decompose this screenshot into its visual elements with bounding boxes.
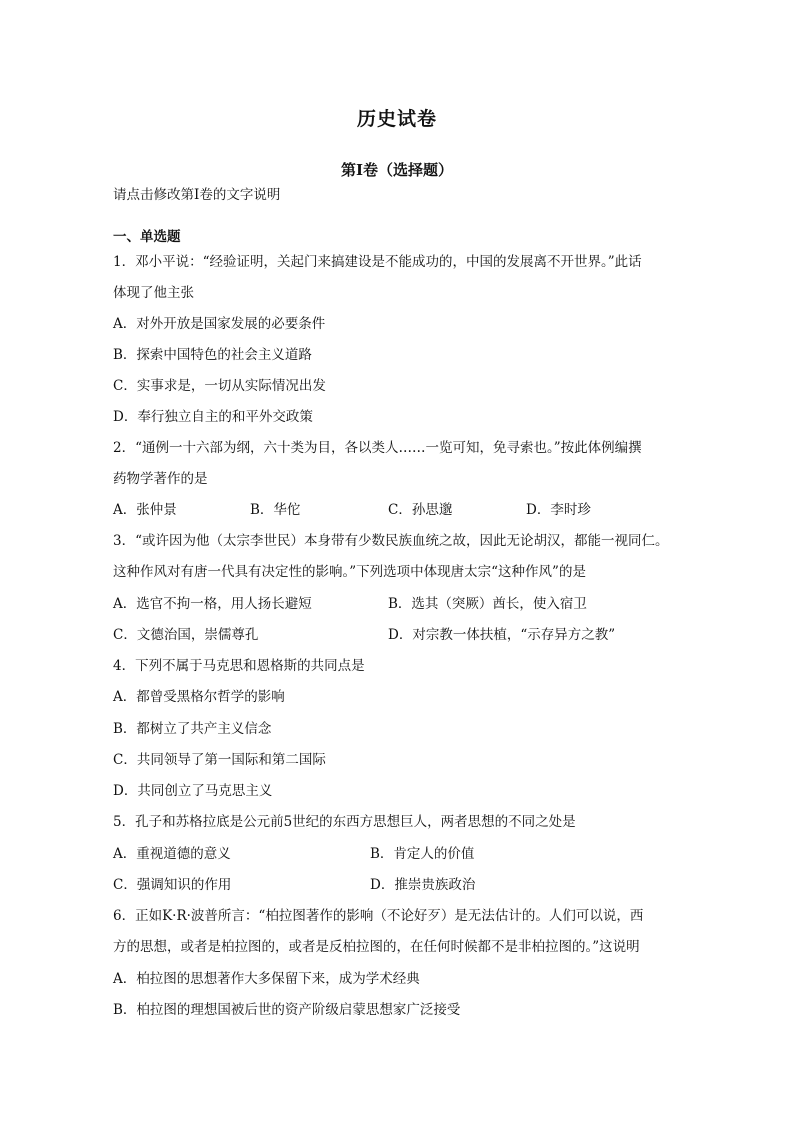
question-5-stem: 5．孔子和苏格拉底是公元前5世纪的东西方思想巨人，两者思想的不同之处是 <box>113 814 576 830</box>
question-1-option-a: A．对外开放是国家发展的必要条件 <box>113 316 326 332</box>
question-2-option-b: B．华佗 <box>250 502 301 518</box>
question-3-option-b: B．选其（突厥）酋长，使入宿卫 <box>388 596 587 612</box>
section-note: 请点击修改第I卷的文字说明 <box>113 187 281 203</box>
question-5-option-a: A．重视道德的意义 <box>113 846 231 862</box>
question-4-option-d: D．共同创立了马克思主义 <box>113 783 273 799</box>
question-2-stem-line-1: 2．“通例一十六部为纲，六十类为目，各以类人……一览可知，免寻索也。”按此体例编撰 <box>113 440 642 456</box>
question-6-option-a: A．柏拉图的思想著作大多保留下来，成为学术经典 <box>113 971 420 987</box>
question-3-option-c: C．文德治国，崇儒尊孔 <box>113 627 259 643</box>
question-1-stem-line-2: 体现了他主张 <box>113 285 194 301</box>
section-title: 第I卷（选择题） <box>340 161 454 179</box>
question-1-stem-line-1: 1．邓小平说：“经验证明，关起门来搞建设是不能成功的，中国的发展离不开世界。”此话 <box>113 254 642 270</box>
question-4-stem: 4．下列不属于马克思和恩格斯的共同点是 <box>113 658 365 674</box>
question-5-option-b: B．肯定人的价值 <box>370 846 475 862</box>
question-5-option-d: D．推崇贵族政治 <box>370 877 476 893</box>
question-2-option-c: C．孙思邈 <box>388 502 453 518</box>
exam-title: 历史试卷 <box>356 108 437 130</box>
question-6-stem-line-2: 方的思想，或者是柏拉图的，或者是反柏拉图的，在任何时候都不是非柏拉图的。”这说明 <box>113 939 640 955</box>
question-1-option-c: C．实事求是，一切从实际情况出发 <box>113 378 326 394</box>
part-heading: 一、单选题 <box>113 229 181 245</box>
question-3-option-a: A．选官不拘一格，用人扬长避短 <box>113 596 312 612</box>
question-2-stem-line-2: 药物学著作的是 <box>113 471 208 487</box>
question-4-option-a: A．都曾受黑格尔哲学的影响 <box>113 689 285 705</box>
question-2-option-d: D．李时珍 <box>526 502 591 518</box>
question-6-option-b: B．柏拉图的理想国被后世的资产阶级启蒙思想家广泛接受 <box>113 1002 461 1018</box>
question-3-stem-line-2: 这种作风对有唐一代具有决定性的影响。”下列选项中体现唐太宗“这种作风”的是 <box>113 564 586 580</box>
question-4-option-b: B．都树立了共产主义信念 <box>113 721 272 737</box>
question-6-stem-line-1: 6．正如K·R·波普所言：“柏拉图著作的影响（不论好歹）是无法估计的。人们可以说，西 <box>113 908 644 924</box>
question-5-option-c: C．强调知识的作用 <box>113 877 232 893</box>
question-3-stem-line-1: 3．“或许因为他（太宗李世民）本身带有少数民族血统之故，因此无论胡汉，都能一视同仁。 <box>113 533 669 549</box>
question-3-option-d: D．对宗教一体扶植，“示存异方之教” <box>388 627 616 643</box>
question-1-option-b: B．探索中国特色的社会主义道路 <box>113 347 312 363</box>
question-1-option-d: D．奉行独立自主的和平外交政策 <box>113 409 313 425</box>
question-4-option-c: C．共同领导了第一国际和第二国际 <box>113 752 326 768</box>
question-2-option-a: A．张仲景 <box>113 502 177 518</box>
